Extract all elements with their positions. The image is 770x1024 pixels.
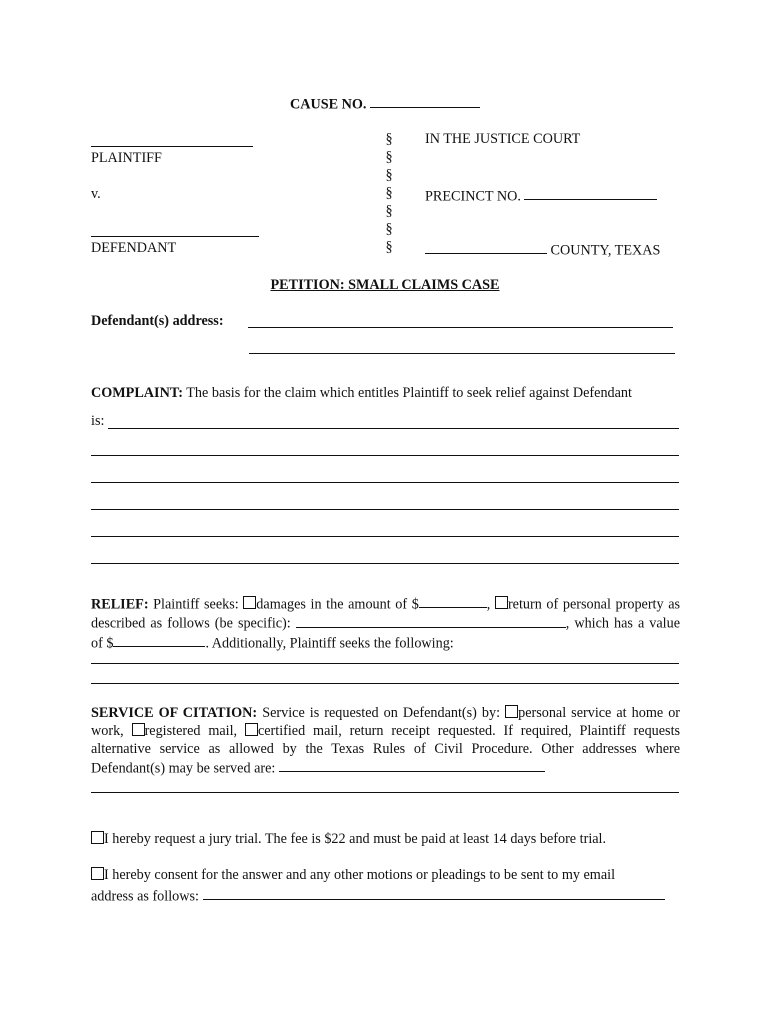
- additionally-label: Additionally, Plaintiff seeks the following:: [211, 635, 454, 652]
- alternative-service-text: Plaintiff requests alternative service as allowed by the Texas Rules of Civil Procedure. Other: [91, 723, 681, 757]
- complaint-intro: [91, 385, 632, 402]
- complaint-line[interactable]: [91, 563, 679, 564]
- home-work-label: home or work,: [91, 705, 681, 739]
- service-line[interactable]: [91, 792, 679, 793]
- defendant-name-blank[interactable]: [91, 236, 259, 237]
- complaint-line[interactable]: [108, 428, 679, 429]
- cause-no-field: [290, 94, 480, 113]
- damages-checkbox[interactable]: [243, 596, 256, 609]
- plaintiff-label: PLAINTIFF: [91, 150, 162, 166]
- court-label: IN THE JUSTICE COURT: [425, 131, 581, 147]
- damages-option-label: damages in the amount of $: [256, 596, 419, 613]
- email-consent-row: [91, 867, 615, 884]
- personal-service-label: personal service at: [518, 705, 627, 721]
- service-label: SERVICE OF CITATION:: [91, 705, 258, 721]
- plaintiff-name-blank[interactable]: [91, 146, 253, 147]
- relief-intro: Plaintiff seeks:: [153, 596, 239, 613]
- return-property-checkbox[interactable]: [495, 596, 508, 609]
- cause-no-blank[interactable]: [370, 94, 480, 108]
- complaint-text: The basis for the claim which entitles Plaintiff to seek relief against Defendant: [186, 385, 632, 401]
- email-consent-checkbox[interactable]: [91, 867, 104, 880]
- other-addresses-blank[interactable]: [279, 758, 545, 772]
- if-required-label: If required,: [503, 723, 572, 739]
- document-title: PETITION: SMALL CLAIMS CASE: [270, 277, 500, 293]
- section-symbol: §: [385, 167, 393, 183]
- relief-section: RELIEF: Plaintiff seeks: damages in the amount of $ , return of personal property as described as follows (be specific): , which has a value of $ . Additionally, Plaintiff seeks the following:: [91, 594, 680, 652]
- jury-trial-text: I hereby request a jury trial. The fee is $22 and must be paid at least 14 days before trial.: [104, 831, 607, 847]
- relief-line[interactable]: [91, 663, 679, 664]
- relief-line[interactable]: [91, 683, 679, 684]
- other-addresses-label: addresses where Defendant(s) may be served are:: [91, 741, 681, 777]
- complaint-line[interactable]: [91, 455, 679, 456]
- property-description-blank[interactable]: [296, 613, 566, 627]
- precinct-field: [425, 186, 657, 205]
- section-symbol: §: [385, 131, 393, 147]
- defendant-address-line-1[interactable]: [248, 327, 673, 328]
- cause-no-label: CAUSE NO.: [290, 96, 367, 113]
- email-address-blank[interactable]: [203, 886, 665, 900]
- registered-mail-checkbox[interactable]: [132, 723, 145, 736]
- return-option-label: return of personal: [507, 596, 611, 613]
- property-value-blank[interactable]: [113, 633, 205, 647]
- versus-label: v.: [91, 186, 101, 202]
- service-section: [91, 704, 680, 777]
- value-label: which has a value of $: [91, 615, 681, 652]
- damages-amount-blank[interactable]: [419, 594, 487, 608]
- precinct-blank[interactable]: [524, 186, 657, 200]
- email-address-label: address as follows:: [91, 888, 199, 905]
- defendant-label: DEFENDANT: [91, 240, 177, 256]
- service-intro: Service is requested on Defendant(s) by:: [262, 705, 501, 721]
- complaint-label: COMPLAINT:: [91, 385, 183, 401]
- relief-label: RELIEF:: [91, 596, 149, 613]
- personal-service-checkbox[interactable]: [505, 705, 518, 718]
- complaint-line[interactable]: [91, 482, 679, 483]
- defendant-address-line-2[interactable]: [249, 353, 675, 354]
- complaint-line[interactable]: [91, 509, 679, 510]
- county-field: [425, 240, 660, 259]
- jury-trial-checkbox[interactable]: [91, 831, 104, 844]
- section-symbol: §: [385, 221, 393, 237]
- property-description-label: property as described as follows (be specific):: [91, 596, 681, 632]
- defendant-address-label: Defendant(s) address:: [91, 313, 224, 329]
- certified-mail-checkbox[interactable]: [245, 723, 258, 736]
- certified-mail-label: certified mail, return receipt requested.: [257, 723, 496, 739]
- section-symbol: §: [385, 185, 393, 201]
- section-symbol: §: [385, 149, 393, 165]
- section-symbol: §: [385, 239, 393, 255]
- complaint-is-label: is:: [91, 413, 105, 429]
- email-consent-text: I hereby consent for the answer and any other motions or pleadings to be sent to my email: [104, 867, 616, 883]
- jury-trial-row: [91, 831, 606, 848]
- section-symbol: §: [385, 203, 393, 219]
- county-blank[interactable]: [425, 240, 547, 254]
- precinct-label: PRECINCT NO.: [425, 188, 521, 205]
- email-address-field: [91, 886, 665, 905]
- registered-mail-label: registered mail,: [144, 723, 238, 739]
- county-label: COUNTY, TEXAS: [550, 242, 661, 259]
- complaint-line[interactable]: [91, 536, 679, 537]
